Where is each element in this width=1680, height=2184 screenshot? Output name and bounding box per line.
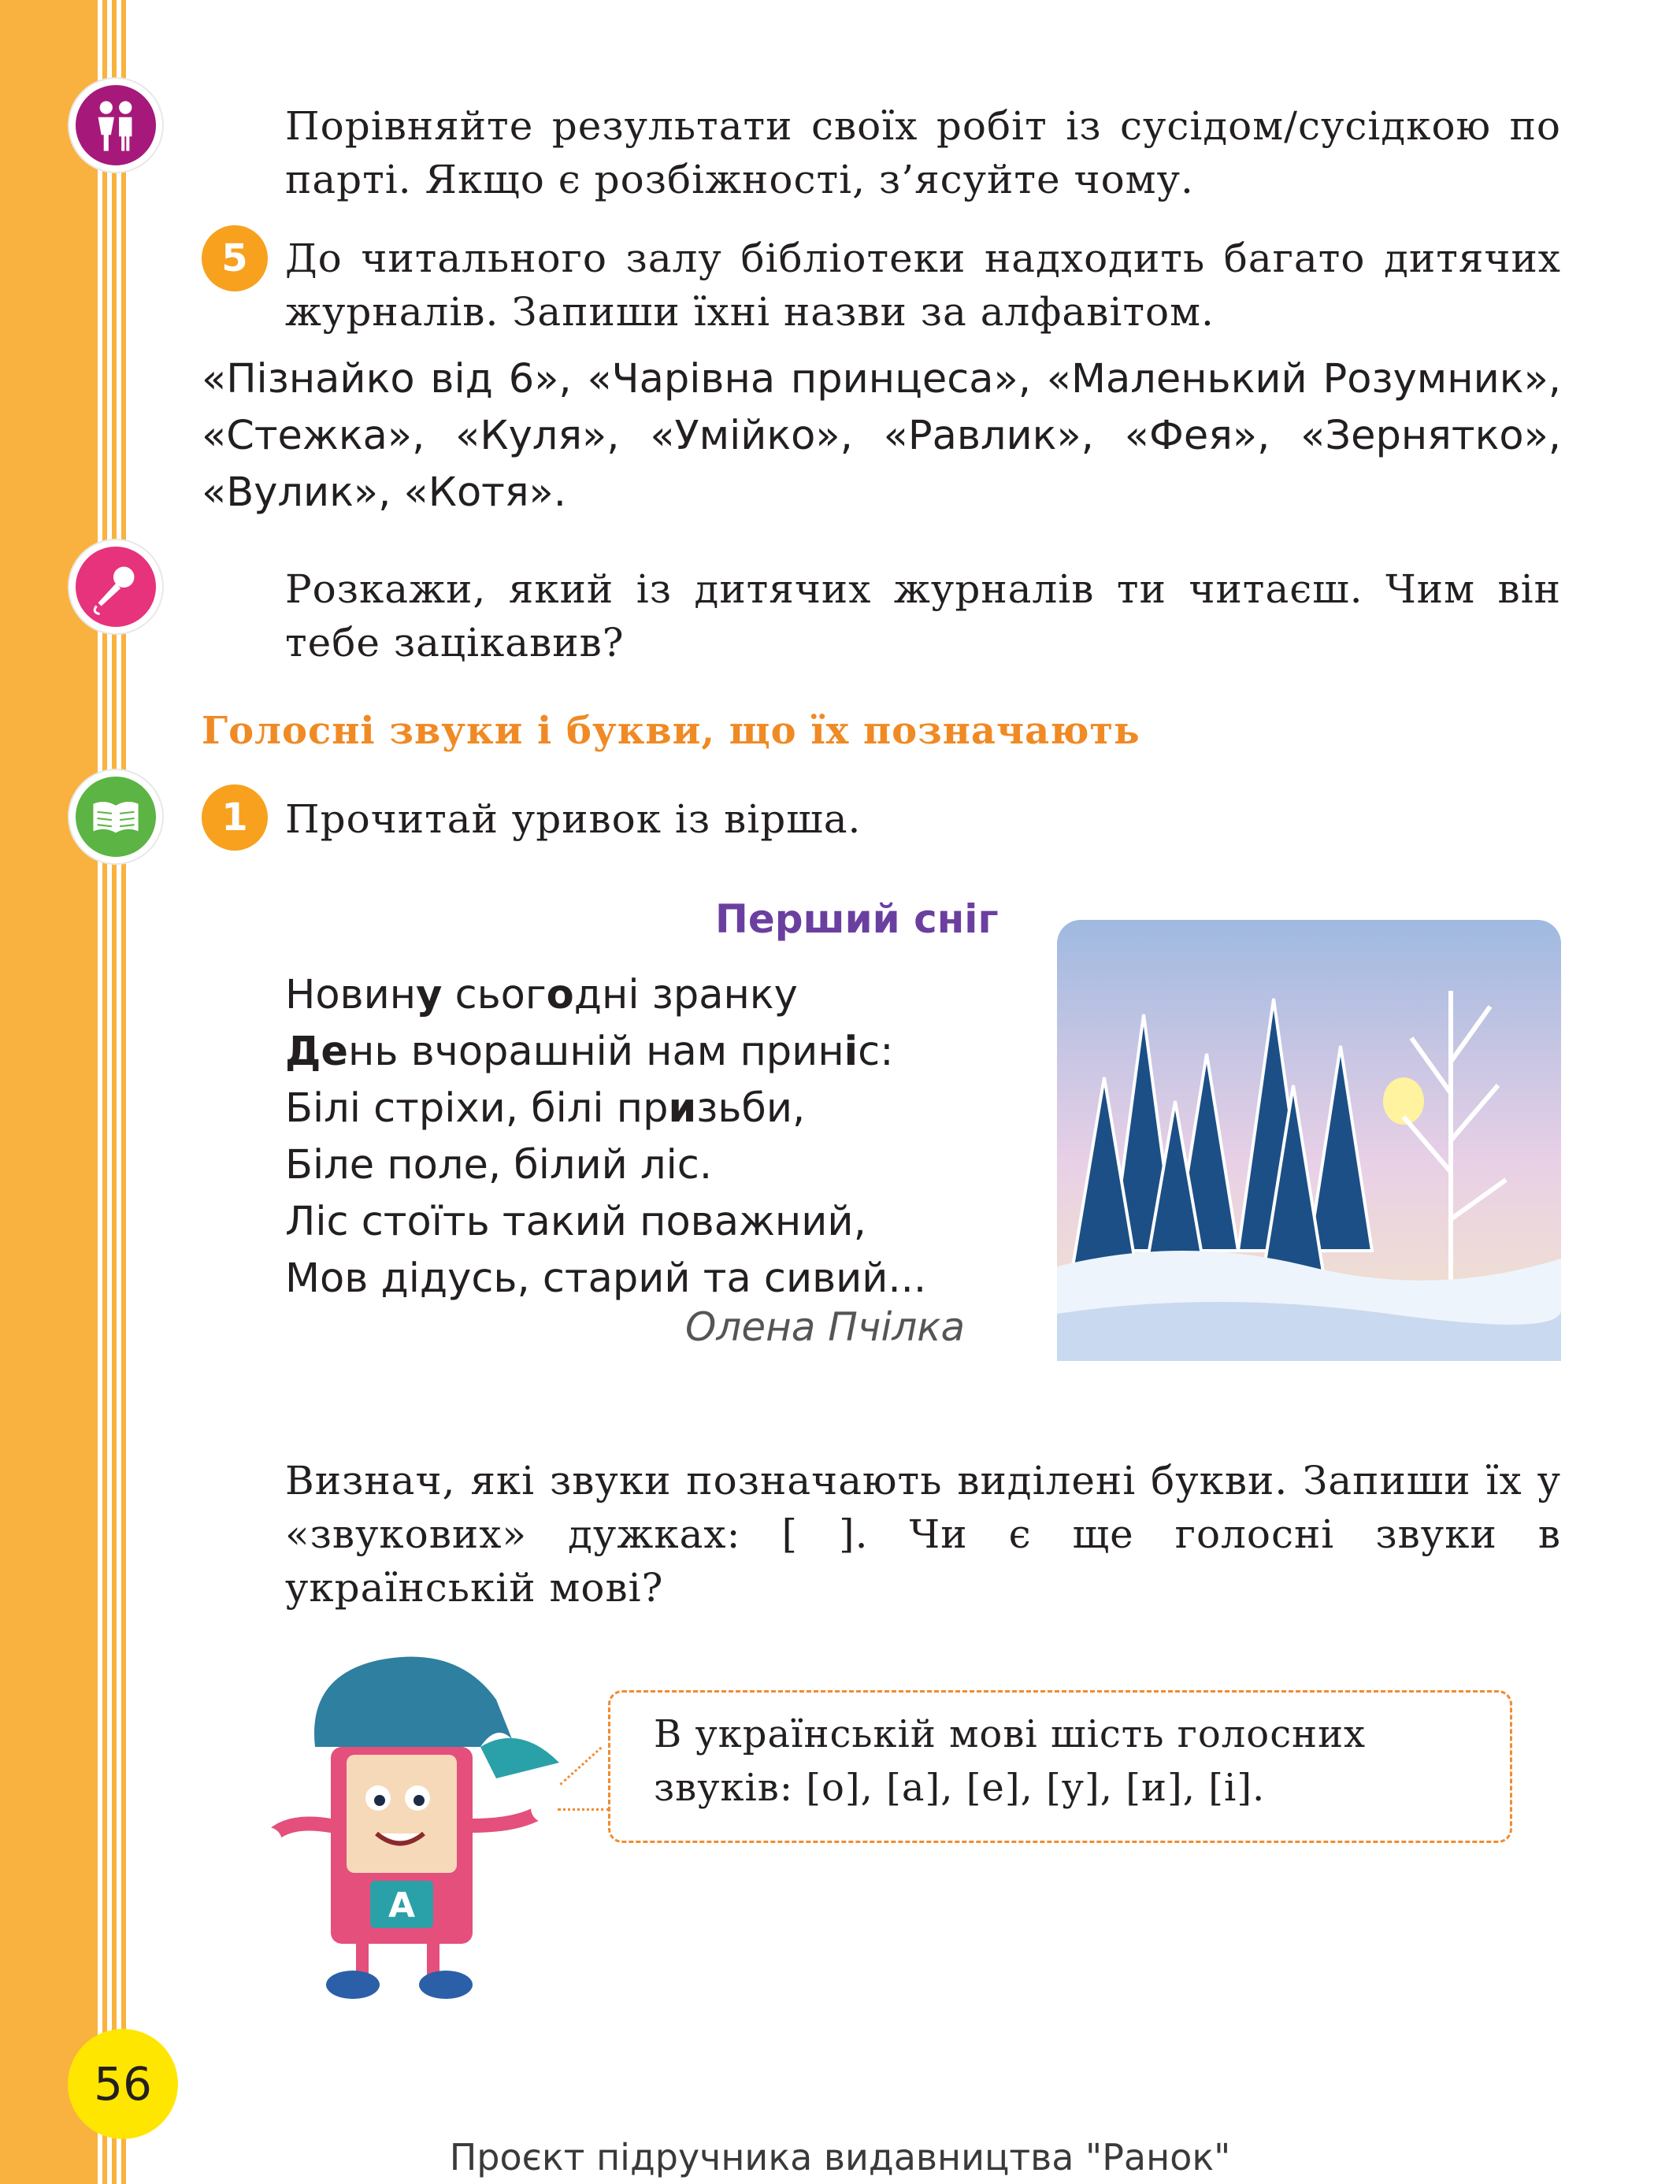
pair-work-text: Порівняйте результати своїх робіт із сусідом/сусідкою по парті. Якщо є розбіжності, з’ясуйте чому. (285, 103, 1561, 202)
microphone-icon (69, 540, 162, 633)
task-1-instruction: Прочитай уривок із вірша. (285, 796, 862, 842)
speech-bubble-text: В українській мові шість голосних звуків: [о], [а], [е], [у], [и], [і]. (654, 1712, 1367, 1810)
question-text: Визнач, які звуки позначають виділені букви. Запиши їх у «звукових» дужках: [ ]. Чи є ще голосні звуки в українській мові? (285, 1458, 1561, 1611)
task-5-instruction: До читального залу бібліотеки надходить багато дитячих журналів. Запиши їхні назви за алфавітом. (285, 235, 1561, 335)
section-heading: Голосні звуки і букви, що їх позначають (202, 709, 1140, 753)
margin-stripes (93, 0, 131, 2184)
letter-mascot-image (260, 1629, 606, 2007)
poem-line: Ліс стоїть такий поважний, (285, 1199, 866, 1245)
footer-note: Проєкт підручника видавництва "Ранок" (449, 2136, 1231, 2178)
poem-line: День вчорашній нам приніс: (285, 1029, 894, 1075)
pair-work-icon (69, 79, 162, 172)
open-book-icon (69, 770, 162, 863)
journal-list: «Пізнайко від 6», «Чарівна принцеса», «Маленький Розумник», «Стежка», «Куля», «Умійко», «Равлик», «Фея», «Зернятко», «Вулик», «Котя». (202, 356, 1561, 516)
poem-text (285, 967, 926, 1307)
svg-text:A: A (388, 1886, 416, 1926)
poem-title: Перший сніг (715, 896, 999, 942)
margin-band (0, 0, 93, 2184)
poem-line: Новину сьогодні зранку (285, 972, 798, 1018)
task-1-badge: 1 (202, 784, 268, 851)
poem-line: Білі стріхи, білі призьби, (285, 1085, 806, 1132)
poem-author: Олена Пчілка (685, 1304, 966, 1350)
speaking-text: Розкажи, який із дитячих журналів ти читаєш. Чим він тебе зацікавив? (285, 566, 1561, 666)
winter-forest-image (1057, 920, 1561, 1361)
page-number: 56 (68, 2029, 178, 2139)
poem-line: Біле поле, білий ліс. (285, 1142, 713, 1188)
poem-line: Мов дідусь, старий та сивий... (285, 1255, 927, 1302)
bubble-pointer (558, 1808, 610, 1811)
task-5-badge: 5 (202, 225, 268, 291)
